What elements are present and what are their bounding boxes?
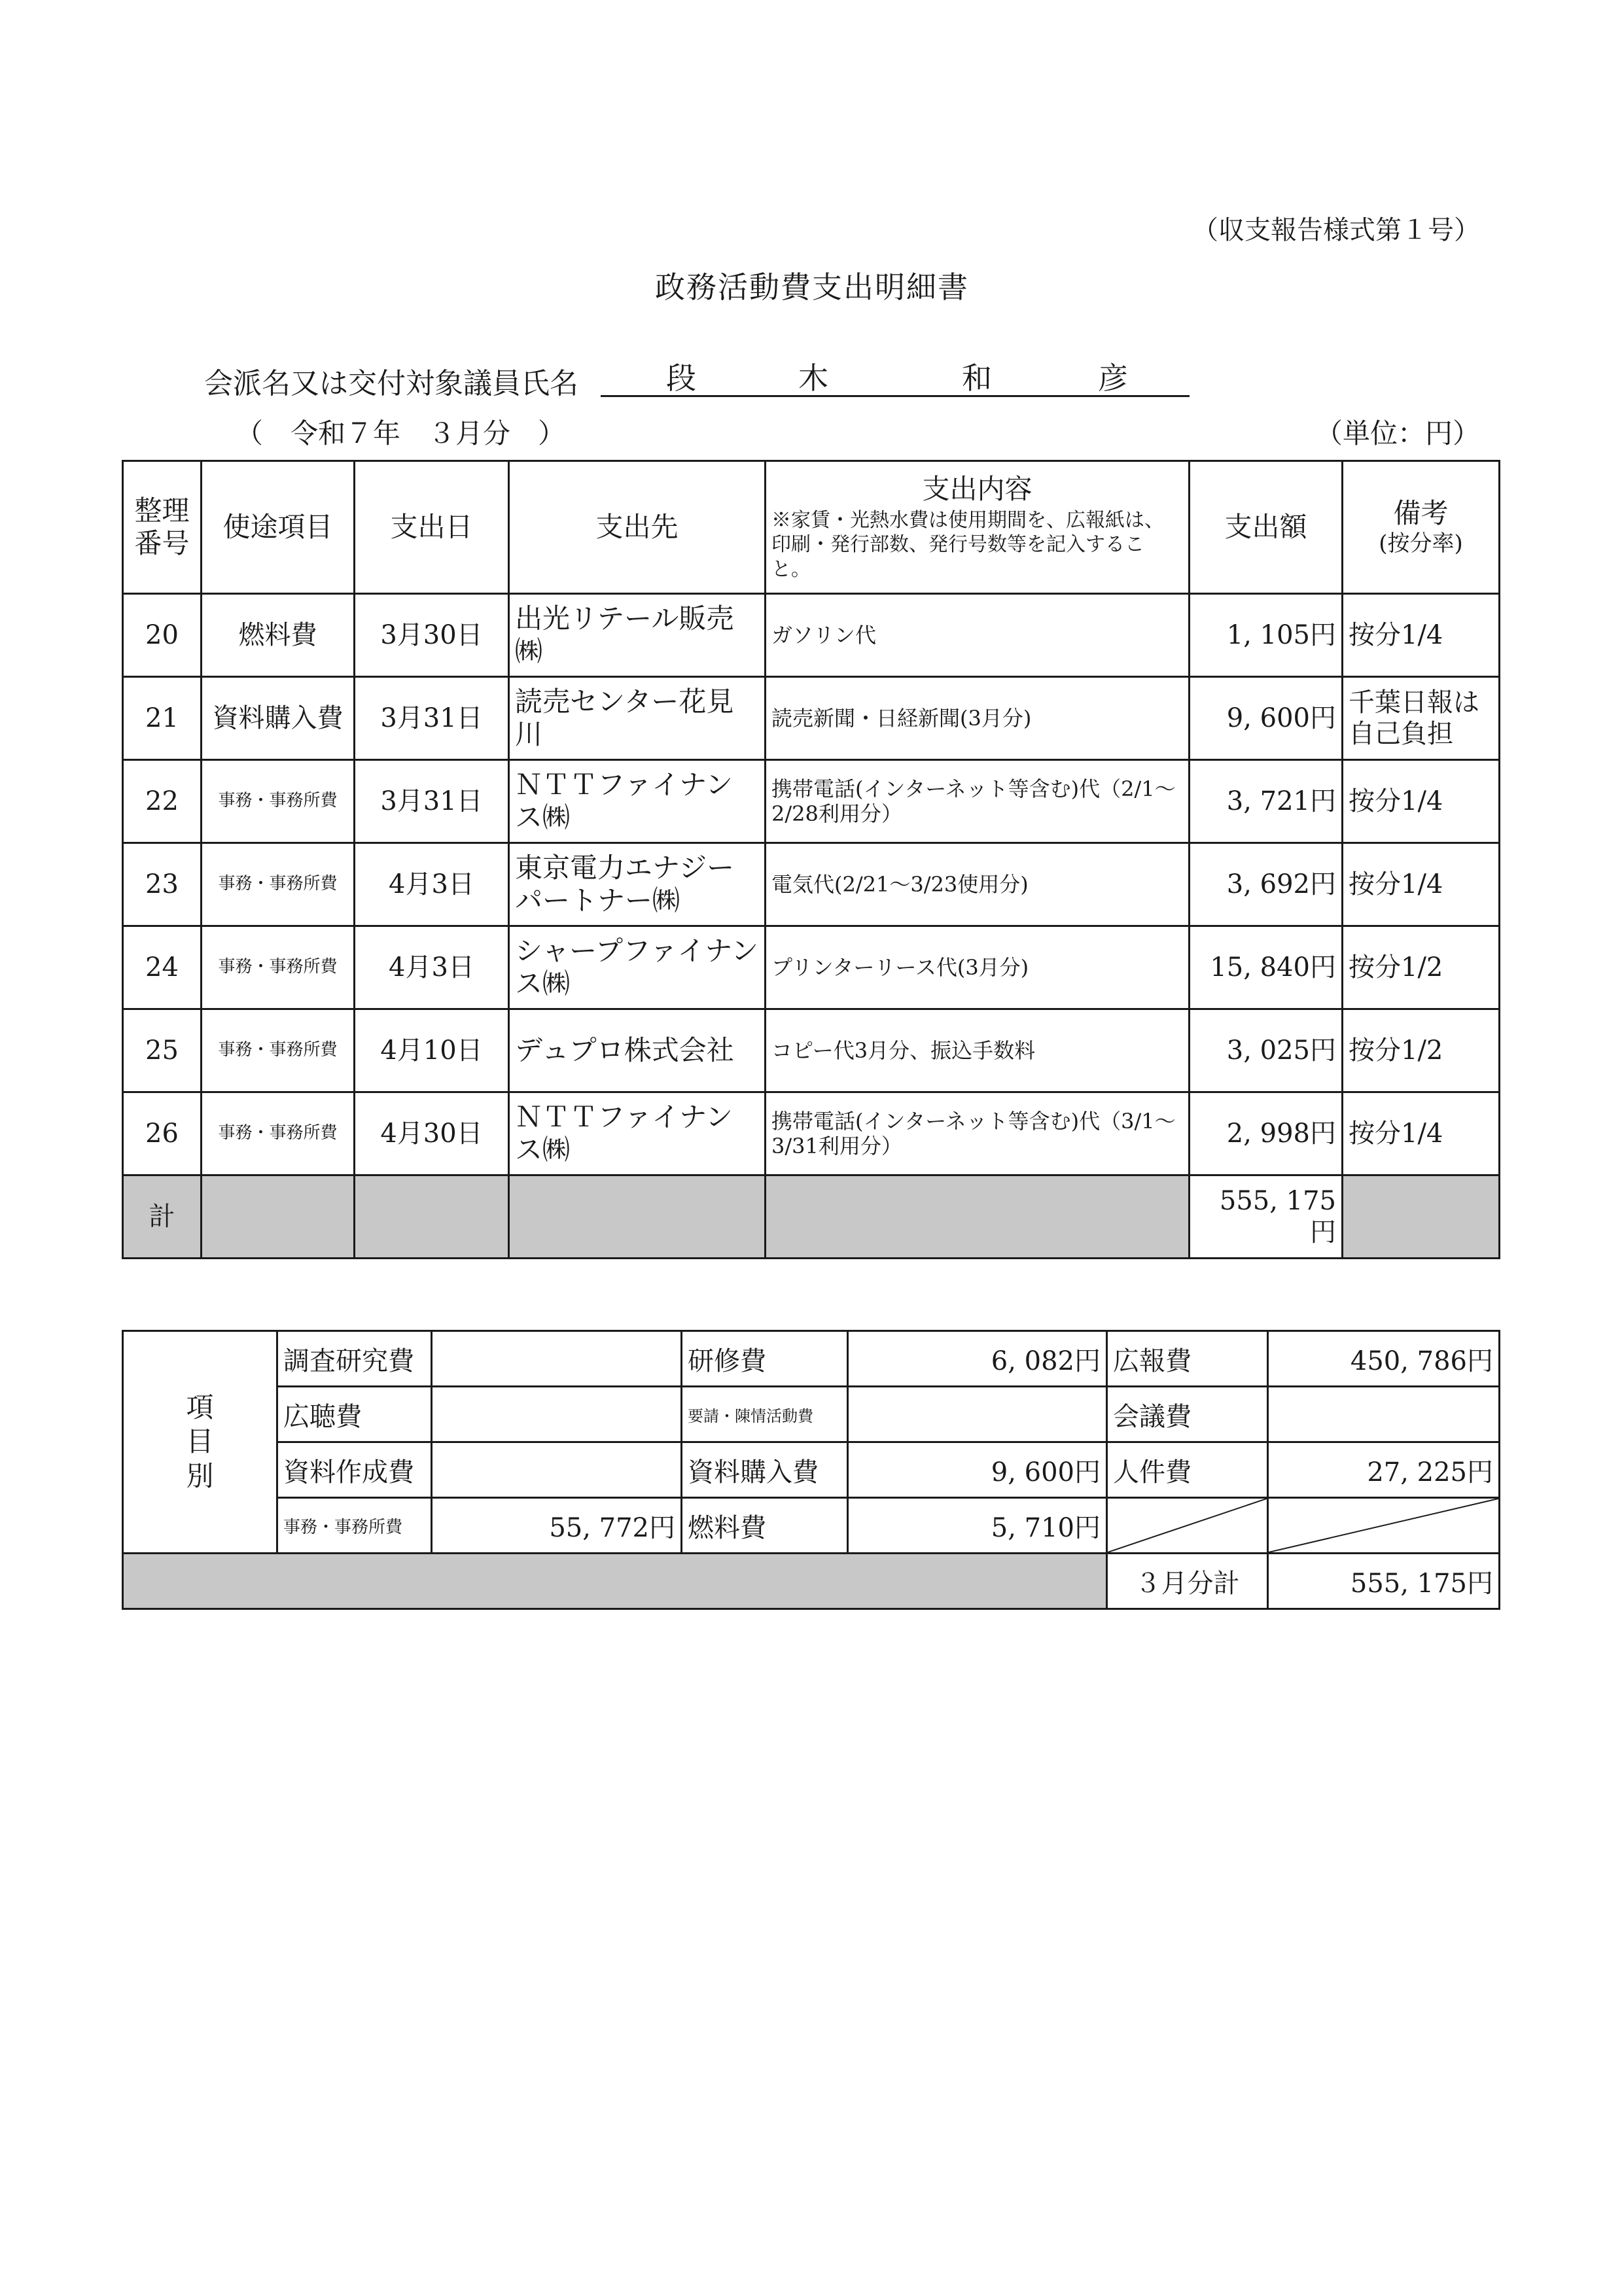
summary-blank-band: [123, 1554, 1107, 1609]
summary-slashed-cell: [1107, 1498, 1268, 1554]
header-content-title: 支出内容: [922, 472, 1033, 505]
side-label-char: 目: [186, 1425, 214, 1458]
row-payee: 東京電力エナジーパートナー㈱: [509, 843, 766, 926]
row-content: ガソリン代: [766, 594, 1190, 677]
summary-label: 燃料費: [682, 1498, 848, 1554]
row-amount: 15, 840円: [1190, 926, 1343, 1009]
summary-row: [123, 1387, 1500, 1442]
summary-label: 広聴費: [277, 1387, 432, 1442]
row-date: 4月10日: [355, 1009, 509, 1092]
row-payee: デュプロ株式会社: [509, 1009, 766, 1092]
summary-value: 6, 082円: [848, 1331, 1107, 1387]
row-date: 3月30日: [355, 594, 509, 677]
header-remarks-title: 備考: [1393, 497, 1449, 530]
row-no: 23: [123, 843, 202, 926]
summary-slashed-cell: [1268, 1498, 1500, 1554]
summary-side-label: [123, 1331, 277, 1554]
row-date: 4月30日: [355, 1092, 509, 1175]
row-date: 3月31日: [355, 760, 509, 843]
row-payee: ＮＴＴファイナンス㈱: [509, 760, 766, 843]
row-category: 事務・事務所費: [202, 843, 355, 926]
summary-label: 資料作成費: [277, 1442, 432, 1498]
member-name-char: 段: [666, 360, 696, 396]
row-amount: 9, 600円: [1190, 677, 1343, 760]
row-no: 26: [123, 1092, 202, 1175]
month-total-label: ３月分計: [1107, 1554, 1268, 1609]
unit-label: （単位：円）: [1315, 417, 1480, 449]
table-row: [123, 1092, 1500, 1175]
header-remarks: [1343, 461, 1500, 594]
table-row: [123, 1009, 1500, 1092]
row-amount: 2, 998円: [1190, 1092, 1343, 1175]
row-date: 4月3日: [355, 843, 509, 926]
total-amount: 555, 175円: [1190, 1175, 1343, 1259]
row-payee: シャープファイナンス㈱: [509, 926, 766, 1009]
summary-value: 450, 786円: [1268, 1331, 1500, 1387]
summary-value: 9, 600円: [848, 1442, 1107, 1498]
table-row: [123, 594, 1500, 677]
total-row: [123, 1175, 1500, 1259]
summary-value: 55, 772円: [432, 1498, 682, 1554]
table-row: [123, 760, 1500, 843]
summary-value: [432, 1387, 682, 1442]
row-amount: 1, 105円: [1190, 594, 1343, 677]
header-payee: 支出先: [509, 461, 766, 594]
row-no: 20: [123, 594, 202, 677]
summary-value: [432, 1442, 682, 1498]
row-remarks: 千葉日報は自己負担: [1343, 677, 1500, 760]
summary-label: 人件費: [1107, 1442, 1268, 1498]
row-category: 事務・事務所費: [202, 926, 355, 1009]
total-label: 計: [123, 1175, 202, 1259]
summary-label: 事務・事務所費: [277, 1498, 432, 1554]
row-remarks: 按分1/2: [1343, 926, 1500, 1009]
member-name-char: 木: [798, 360, 828, 396]
row-category: 資料購入費: [202, 677, 355, 760]
row-date: 4月3日: [355, 926, 509, 1009]
header-content: [766, 461, 1190, 594]
row-category: 事務・事務所費: [202, 760, 355, 843]
row-content: プリンターリース代(3月分): [766, 926, 1190, 1009]
summary-row: [123, 1331, 1500, 1387]
summary-value: [1268, 1387, 1500, 1442]
row-remarks: 按分1/4: [1343, 760, 1500, 843]
row-remarks: 按分1/4: [1343, 1092, 1500, 1175]
summary-label: 研修費: [682, 1331, 848, 1387]
summary-value: [848, 1387, 1107, 1442]
row-remarks: 按分1/2: [1343, 1009, 1500, 1092]
form-number: （収支報告様式第１号）: [1192, 215, 1480, 245]
row-no: 22: [123, 760, 202, 843]
row-category: 燃料費: [202, 594, 355, 677]
table-row: [123, 677, 1500, 760]
side-label-char: 別: [186, 1459, 214, 1492]
summary-row: [123, 1442, 1500, 1498]
total-blank-cell: [766, 1175, 1190, 1259]
reporting-period: （ 令和７年 ３月分 ）: [236, 417, 566, 449]
summary-value: 27, 225円: [1268, 1442, 1500, 1498]
member-name-char: 彦: [1098, 360, 1128, 396]
row-no: 24: [123, 926, 202, 1009]
member-name-char: 和: [962, 360, 992, 396]
row-amount: 3, 721円: [1190, 760, 1343, 843]
member-name: [601, 355, 1190, 397]
summary-total-row: [123, 1554, 1500, 1609]
header-content-note: ※家賃・光熱水費は使用期間を、広報紙は、印刷・発行部数、発行号数等を記入すること。: [771, 508, 1164, 581]
summary-label: 資料購入費: [682, 1442, 848, 1498]
row-no: 25: [123, 1009, 202, 1092]
expense-table: [122, 460, 1500, 1259]
row-no: 21: [123, 677, 202, 760]
header-remarks-sub: (按分率): [1379, 530, 1463, 557]
row-remarks: 按分1/4: [1343, 843, 1500, 926]
header-category: 使途項目: [202, 461, 355, 594]
table-row: [123, 843, 1500, 926]
row-content: 電気代(2/21～3/23使用分): [766, 843, 1190, 926]
diagonal-slash: [1269, 1499, 1498, 1552]
month-total-value: 555, 175円: [1268, 1554, 1500, 1609]
summary-value: [432, 1331, 682, 1387]
row-content: コピー代3月分、振込手数料: [766, 1009, 1190, 1092]
row-payee: 読売センター花見川: [509, 677, 766, 760]
row-content: 携帯電話(インターネット等含む)代（3/1～3/31利用分）: [766, 1092, 1190, 1175]
member-label: 会派名又は交付対象議員氏名: [204, 367, 578, 400]
row-date: 3月31日: [355, 677, 509, 760]
total-blank-cell: [355, 1175, 509, 1259]
row-category: 事務・事務所費: [202, 1009, 355, 1092]
summary-label: 会議費: [1107, 1387, 1268, 1442]
summary-value: 5, 710円: [848, 1498, 1107, 1554]
table-row: [123, 926, 1500, 1009]
row-remarks: 按分1/4: [1343, 594, 1500, 677]
summary-label: 調査研究費: [277, 1331, 432, 1387]
row-payee: 出光リテール販売㈱: [509, 594, 766, 677]
table-header-row: [123, 461, 1500, 594]
row-payee: ＮＴＴファイナンス㈱: [509, 1092, 766, 1175]
category-summary-table: [122, 1330, 1500, 1610]
row-content: 携帯電話(インターネット等含む)代（2/1～2/28利用分）: [766, 760, 1190, 843]
row-amount: 3, 025円: [1190, 1009, 1343, 1092]
header-date: 支出日: [355, 461, 509, 594]
document-title: 政務活動費支出明細書: [655, 270, 969, 305]
summary-row: [123, 1498, 1500, 1554]
header-amount: 支出額: [1190, 461, 1343, 594]
row-content: 読売新聞・日経新聞(3月分): [766, 677, 1190, 760]
total-blank-cell: [509, 1175, 766, 1259]
total-blank-cell: [1343, 1175, 1500, 1259]
total-blank-cell: [202, 1175, 355, 1259]
row-category: 事務・事務所費: [202, 1092, 355, 1175]
side-label-char: 項: [186, 1391, 214, 1423]
summary-label: 要請・陳情活動費: [682, 1387, 848, 1442]
diagonal-slash: [1108, 1499, 1267, 1552]
header-no: 整理番号: [123, 461, 202, 594]
summary-label: 広報費: [1107, 1331, 1268, 1387]
row-amount: 3, 692円: [1190, 843, 1343, 926]
